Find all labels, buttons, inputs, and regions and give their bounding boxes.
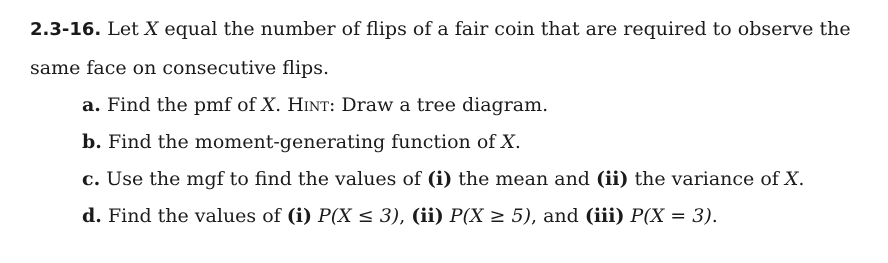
part-c-punct: . [798, 168, 805, 190]
part-c-roman-i: (i) [426, 168, 453, 190]
part-d-roman-iii: (iii) [584, 205, 625, 227]
part-c-text-2: the variance of [628, 168, 785, 190]
problem-number: 2.3-16. [30, 19, 102, 40]
hint-text: : Draw a tree diagram. [328, 94, 549, 116]
part-a-text: Find the pmf of [100, 94, 262, 116]
part-c-variable: X [784, 168, 799, 190]
part-d-label: d. [82, 205, 102, 227]
part-a-punct: . [275, 94, 288, 116]
part-d-roman-i: (i) [286, 205, 312, 227]
part-c-roman-ii: (ii) [596, 168, 629, 190]
hint-label: Hint [287, 94, 329, 116]
part-a-label: a. [82, 94, 101, 116]
parts-list [30, 87, 860, 235]
problem-block [30, 10, 860, 235]
part-d-text: Find the values of [101, 205, 287, 227]
statement-pre: Let [101, 18, 145, 40]
statement-post: equal the number of flips of a fair coin that are required to observe the same face on consecutive flips. [30, 18, 851, 79]
part-b-label: b. [82, 131, 102, 153]
part-d-expr-3: P(X = 3) [624, 205, 712, 227]
part-a [30, 87, 860, 124]
part-c-mid: the mean and [452, 168, 597, 190]
part-b-variable: X [501, 131, 515, 153]
part-b-text: Find the moment-generating function of [101, 131, 502, 153]
part-b-punct: . [514, 131, 521, 153]
problem-statement [30, 10, 860, 87]
part-a-variable: X [261, 94, 276, 116]
part-d-expr-1: P(X ≤ 3) [311, 205, 400, 227]
part-d-punct: . [711, 205, 718, 227]
part-c [30, 161, 860, 198]
part-c-text: Use the mgf to find the values of [100, 168, 427, 190]
part-d-expr-2: P(X ≥ 5) [443, 205, 531, 227]
part-d-roman-ii: (ii) [411, 205, 444, 227]
part-c-label: c. [82, 168, 101, 190]
part-d-sep-2: , and [530, 205, 585, 227]
part-d-sep-1: , [399, 205, 412, 227]
part-b [30, 124, 860, 161]
statement-variable: X [144, 18, 159, 40]
part-d [30, 198, 860, 235]
